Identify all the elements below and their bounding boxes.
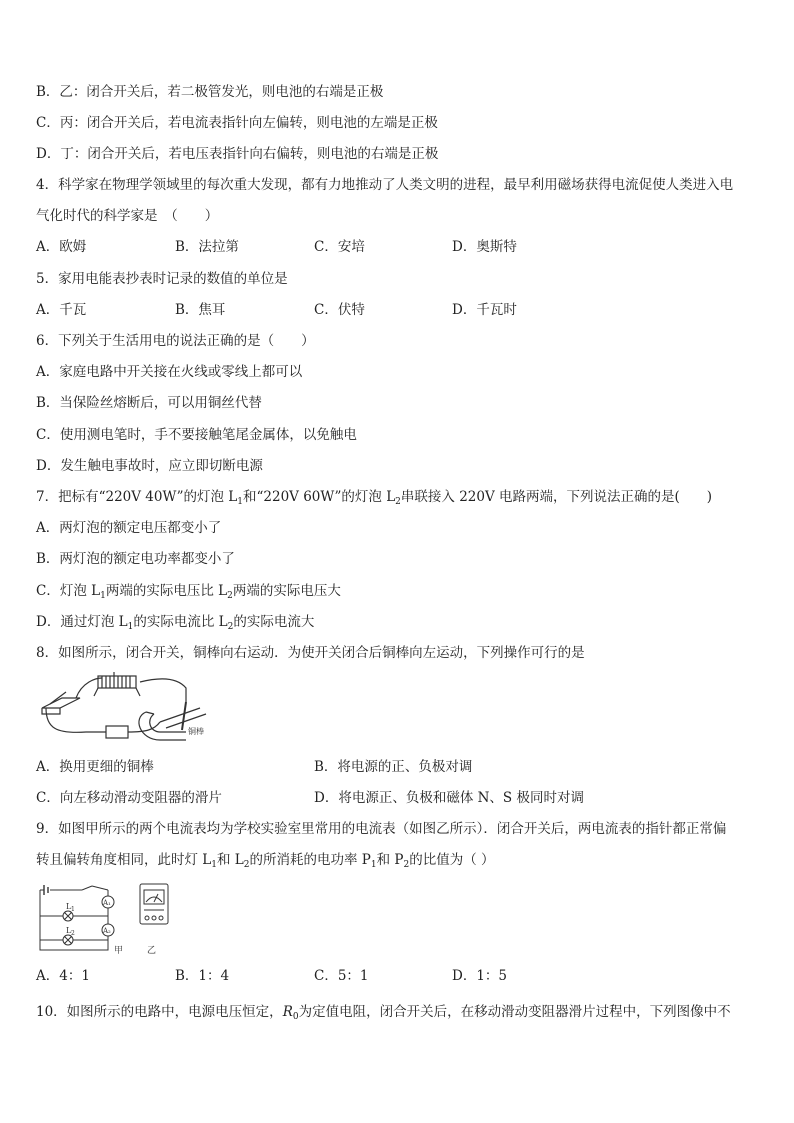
q10-stem: 10．如图所示的电路中，电源电压恒定，$R_0$为定值电阻，闭合开关后，在移动滑动变阻器滑片过程中，下列图像中不 — [36, 1004, 731, 1022]
svg-text:1: 1 — [71, 906, 75, 913]
q8-option-c: C．向左移动滑动变阻器的滑片 — [36, 790, 222, 806]
q5-option-c: C．伏特 — [314, 302, 365, 318]
q6-option-b: B．当保险丝熔断后，可以用铜丝代替 — [36, 395, 262, 411]
q3-option-c: C．丙：闭合开关后，若电流表指针向左偏转，则电池的左端是正极 — [36, 115, 438, 131]
q5-stem: 5．家用电能表抄表时记录的数值的单位是 — [36, 271, 288, 287]
q9-option-a: A．4：1 — [36, 968, 90, 984]
q4-option-d: D．奥斯特 — [452, 239, 517, 255]
q9-lamp1-label: L — [66, 902, 72, 911]
q8-option-a: A．换用更细的铜棒 — [36, 759, 154, 775]
q8-stem: 8．如图所示，闭合开关，铜棒向右运动．为使开关闭合后铜棒向左运动，下列操作可行的是 — [36, 645, 585, 661]
q9-lamp2-label: L — [66, 926, 72, 935]
q7-option-d: D．通过灯泡 $L_1$的实际电流比 $L_2$的实际电流大 — [36, 614, 315, 632]
q3-option-b: B．乙：闭合开关后，若二极管发光，则电池的右端是正极 — [36, 84, 384, 100]
q5-option-a: A．千瓦 — [36, 302, 87, 318]
q9-option-b: B．1：4 — [175, 968, 230, 984]
q9-option-c: C．5：1 — [314, 968, 369, 984]
q5-option-b: B．焦耳 — [175, 302, 226, 318]
q9-ammeter1-label: A₁ — [103, 899, 111, 907]
q8-option-b: B．将电源的正、负极对调 — [314, 759, 473, 775]
q7-option-b: B．两灯泡的额定电功率都变小了 — [36, 551, 235, 567]
q4-option-a: A．欧姆 — [36, 239, 87, 255]
q4-stem-line1: 4．科学家在物理学领域里的每次重大发现，都有力地推动了人类文明的进程，最早利用磁场获得电流促使人类进入电 — [36, 177, 734, 193]
q4-stem-line2: 气化时代的科学家是 （ ） — [36, 208, 219, 224]
q7-option-c: C．灯泡 $L_1$两端的实际电压比 $L_2$两端的实际电压大 — [36, 583, 341, 601]
q7-option-a: A．两灯泡的额定电压都变小了 — [36, 520, 222, 536]
q6-option-c: C．使用测电笔时，手不要接触笔尾金属体，以免触电 — [36, 427, 357, 443]
q4-option-b: B．法拉第 — [175, 239, 239, 255]
q8-rod-label: 铜棒 — [188, 727, 204, 736]
q5-option-d: D．千瓦时 — [452, 302, 517, 318]
q9-stem-line2: 转且偏转角度相同，此时灯 $L_1$和 $L_2$的所消耗的电功率 $P_1$和 $P_2$的比值为（ ） — [36, 852, 495, 870]
q6-option-a: A．家庭电路中开关接在火线或零线上都可以 — [36, 364, 303, 380]
q8-option-d: D．将电源正、负极和磁体 N、S 极同时对调 — [314, 790, 584, 806]
q6-stem: 6．下列关于生活用电的说法正确的是（ ） — [36, 333, 315, 349]
q9-option-d: D．1：5 — [452, 968, 508, 984]
q8-circuit-figure — [36, 668, 216, 748]
q9-fig-yi-label: 乙 — [147, 946, 157, 956]
q9-fig-jia-label: 甲 — [114, 946, 124, 956]
svg-text:2: 2 — [71, 930, 75, 937]
q3-option-d: D．丁：闭合开关后，若电压表指针向右偏转，则电池的右端是正极 — [36, 146, 439, 162]
q7-stem: 7．把标有“220V 40W”的灯泡 $L_1$和“220V 60W”的灯泡 $L_2$串联接入 220V 电路两端，下列说法正确的是( ) — [36, 489, 713, 507]
q9-stem-line1: 9．如图甲所示的两个电流表均为学校实验室里常用的电流表（如图乙所示）．闭合开关后，两电流表的指针都正常偏 — [36, 821, 727, 837]
q6-option-d: D．发生触电事故时，应立即切断电源 — [36, 458, 263, 474]
q9-ammeter2-label: A₂ — [103, 927, 111, 935]
q4-option-c: C．安培 — [314, 239, 365, 255]
q9-circuit-figure — [36, 880, 176, 960]
